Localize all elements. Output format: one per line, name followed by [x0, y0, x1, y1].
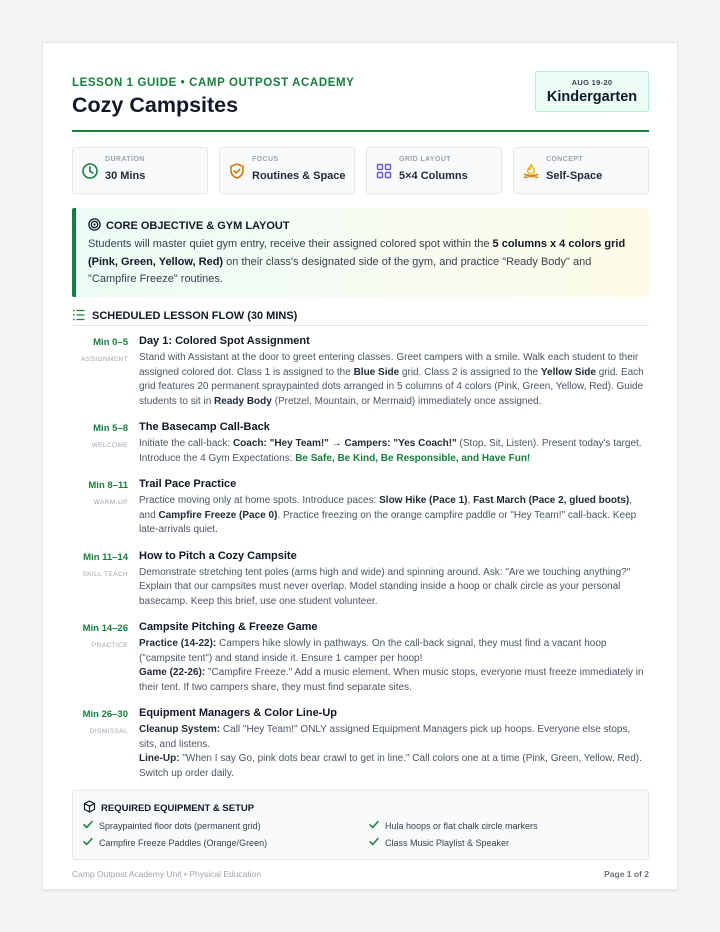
lesson-description — [139, 351, 649, 409]
equipment-item-label: Hula hoops or flat chalk circle markers — [385, 820, 538, 831]
meta-cards — [72, 147, 649, 194]
equipment-box — [72, 790, 649, 860]
lesson-text: "Campfire Freeze." Add a music element. When music stops, everyone must freeze immediately in their tent. If two campers share, they must find separate sites. — [139, 667, 644, 693]
page-title: Cozy Campsites — [72, 93, 239, 117]
lesson-phase: ASSIGNMENT — [81, 356, 128, 363]
lesson-description — [139, 437, 649, 466]
lesson-text: (Pretzel, Mountain, or Mermaid) immediately once assigned. — [271, 395, 542, 407]
equipment-heading — [83, 800, 254, 816]
lesson-title: Trail Pace Practice — [139, 478, 237, 490]
lesson-phase: SKILL TEACH — [82, 570, 128, 578]
lesson-text: Practice moving only at home spots. Introduce paces: — [139, 495, 380, 506]
page-eyebrow: LESSON 1 GUIDE • CAMP OUTPOST ACADEMY — [72, 77, 355, 89]
equipment-item-label: Campfire Freeze Paddles (Orange/Green) — [99, 837, 268, 848]
objective-heading-text: CORE OBJECTIVE & GYM LAYOUT — [106, 220, 290, 232]
lesson-list — [72, 335, 649, 781]
meta-label: FOCUS — [252, 156, 279, 163]
check-icon — [83, 837, 93, 848]
grade-badge — [535, 71, 649, 112]
flow-heading — [72, 307, 649, 325]
lesson-time: Min 26–30 — [82, 709, 128, 720]
lesson-title: The Basecamp Call-Back — [139, 421, 270, 433]
lesson-emphasis: Cleanup System: — [139, 724, 221, 735]
flow-divider — [72, 325, 649, 326]
lesson-text: Campers hike slowly in pathways. On the call-back signal, they must find a vacant hoop ("campsite tent") and stand inside it. Ensure 1 camper per hoop! — [139, 638, 607, 664]
lesson-phase: DISMISSAL — [89, 728, 128, 735]
lesson-emphasis: Campfire Freeze (Pace 0) — [158, 509, 278, 521]
meta-card-concept — [513, 147, 649, 194]
meta-card-focus — [219, 147, 355, 194]
objective-text-b: on their class's designated side of the gym, and practice "Ready Body" and "Campfire Freeze" routines. — [88, 255, 592, 285]
objective-text-a: Students will master quiet gym entry, receive their assigned colored spot within the — [88, 238, 493, 250]
header-divider — [72, 130, 649, 132]
lesson-time: Min 0–5 — [93, 337, 128, 348]
footer-left: Camp Outpost Academy Unit • Physical Education — [72, 869, 262, 879]
lesson-text: , — [467, 495, 474, 506]
lesson-body — [139, 707, 649, 781]
equipment-heading-text: REQUIRED EQUIPMENT & SETUP — [101, 802, 255, 814]
lesson-item — [72, 335, 649, 409]
lesson-item — [72, 621, 649, 695]
lesson-time: Min 5–8 — [93, 423, 128, 434]
equipment-item — [369, 837, 509, 848]
equipment-item — [83, 820, 261, 831]
lesson-phase: PRACTICE — [91, 642, 128, 649]
badge-grade: Kindergarten — [546, 89, 638, 105]
lesson-emphasis: Ready Body — [214, 395, 272, 407]
lesson-body — [139, 621, 649, 695]
lesson-phase: WARM-UP — [93, 499, 128, 506]
lesson-page — [42, 42, 678, 890]
list-icon — [72, 309, 85, 324]
meta-value: Routines & Space — [252, 170, 346, 182]
lesson-highlight: Be Safe, Be Kind, Be Responsible, and Have Fun! — [295, 452, 531, 464]
lesson-emphasis: Blue Side — [353, 366, 400, 378]
meta-value: Self-Space — [546, 170, 603, 182]
grid-icon — [375, 162, 393, 180]
meta-value: 5×4 Columns — [399, 170, 468, 182]
equipment-item — [83, 837, 267, 848]
lesson-text: Call "Hey Team!" ONLY assigned Equipment Managers pick up hoops. Everyone else stops, sits, and listens. — [139, 724, 631, 750]
check-icon — [369, 820, 379, 831]
lesson-title: Equipment Managers & Color Line-Up — [139, 707, 338, 719]
lesson-title: Day 1: Colored Spot Assignment — [139, 335, 310, 347]
check-icon — [83, 820, 93, 831]
objective-text — [88, 236, 640, 289]
lesson-text: grid. Class 2 is assigned to the — [399, 366, 541, 378]
lesson-text: "When I say Go, pink dots bear crawl to get in line." Call colors one at a time (Pink, Green, Yellow, Red). Switch up order daily. — [139, 753, 642, 779]
objective-box — [72, 208, 649, 297]
shield-icon — [228, 162, 246, 180]
equipment-item-label: Class Music Playlist & Speaker — [385, 837, 510, 848]
lesson-text: Demonstrate stretching tent poles (arms high and wide) and spinning around. Ask: "Are we touching anything?" Explain that our campsites must never overlap. Model standing inside a hoop or chalk circle as your personal basecamp. Keep this brief, use one student volunteer. — [139, 566, 631, 607]
lesson-title: How to Pitch a Cozy Campsite — [139, 549, 297, 562]
lesson-body — [139, 421, 649, 466]
lesson-text: , and — [139, 495, 632, 521]
campfire-icon — [522, 162, 540, 180]
lesson-body — [139, 335, 649, 409]
lesson-body — [139, 478, 649, 538]
lesson-body — [139, 550, 649, 610]
meta-card-duration — [72, 147, 208, 194]
meta-label: GRID LAYOUT — [399, 156, 451, 163]
lesson-time: Min 11–14 — [83, 551, 128, 563]
page-header — [72, 75, 649, 133]
lesson-emphasis: Coach: "Hey Team!" → Campers: "Yes Coach!" — [232, 438, 457, 449]
flow-heading-text: SCHEDULED LESSON FLOW (30 MINS) — [92, 310, 298, 322]
page-number: Page 1 of 2 — [604, 869, 649, 879]
lesson-item — [72, 421, 649, 466]
check-icon — [369, 837, 379, 848]
lesson-text: Initiate the call-back: — [139, 438, 233, 449]
lesson-emphasis: Line-Up: — [139, 753, 180, 764]
lesson-text: Stand with Assistant at the door to greet entering classes. Greet campers with a smile. Walk each student to their assigned colored dot. Class 1 is assigned to the — [139, 352, 639, 378]
lesson-description — [139, 637, 649, 695]
lesson-text: grid. Each grid features 20 permanent spraypainted dots arranged in 5 columns of 4 colors (Pink, Green, Yellow, Red). Guide students to sit in — [139, 366, 644, 407]
objective-heading — [88, 218, 290, 234]
lesson-description — [139, 723, 649, 781]
equipment-item-label: Spraypainted floor dots (permanent grid) — [99, 820, 261, 831]
lesson-phase: WELCOME — [91, 442, 128, 449]
lesson-emphasis: Practice (14-22): — [139, 638, 217, 649]
lesson-item — [72, 478, 649, 538]
meta-label: CONCEPT — [546, 156, 584, 163]
equipment-item — [369, 820, 538, 831]
meta-value: 30 Mins — [105, 170, 146, 182]
lesson-emphasis: Fast March (Pace 2, glued boots) — [473, 495, 630, 506]
lesson-item — [72, 707, 649, 781]
objective-text-bold: 5 columns x 4 colors grid (Pink, Green, Yellow, Red) — [88, 238, 626, 268]
meta-label: DURATION — [105, 156, 145, 163]
lesson-text: . Practice freezing on the orange campfire paddle or "Hey Team!" call-back. Keep late-arrivals quiet. — [139, 509, 637, 535]
lesson-description — [139, 494, 649, 538]
lesson-text: (Stop, Sit, Listen). Present today's target. Introduce the 4 Gym Expectations: — [139, 438, 642, 464]
lesson-emphasis: Slow Hike (Pace 1) — [379, 495, 468, 506]
clock-icon — [81, 162, 99, 180]
lesson-time: Min 8–11 — [88, 480, 128, 491]
lesson-emphasis: Game (22-26): — [139, 667, 206, 678]
lesson-description — [139, 566, 649, 610]
target-icon — [88, 218, 101, 234]
meta-card-grid — [366, 147, 502, 194]
lesson-item — [72, 550, 649, 610]
lesson-title: Campsite Pitching & Freeze Game — [139, 621, 318, 633]
box-icon — [83, 800, 96, 816]
badge-dates: AUG 19-20 — [571, 78, 613, 87]
lesson-time: Min 14–26 — [82, 623, 128, 634]
lesson-emphasis: Yellow Side — [540, 366, 596, 378]
